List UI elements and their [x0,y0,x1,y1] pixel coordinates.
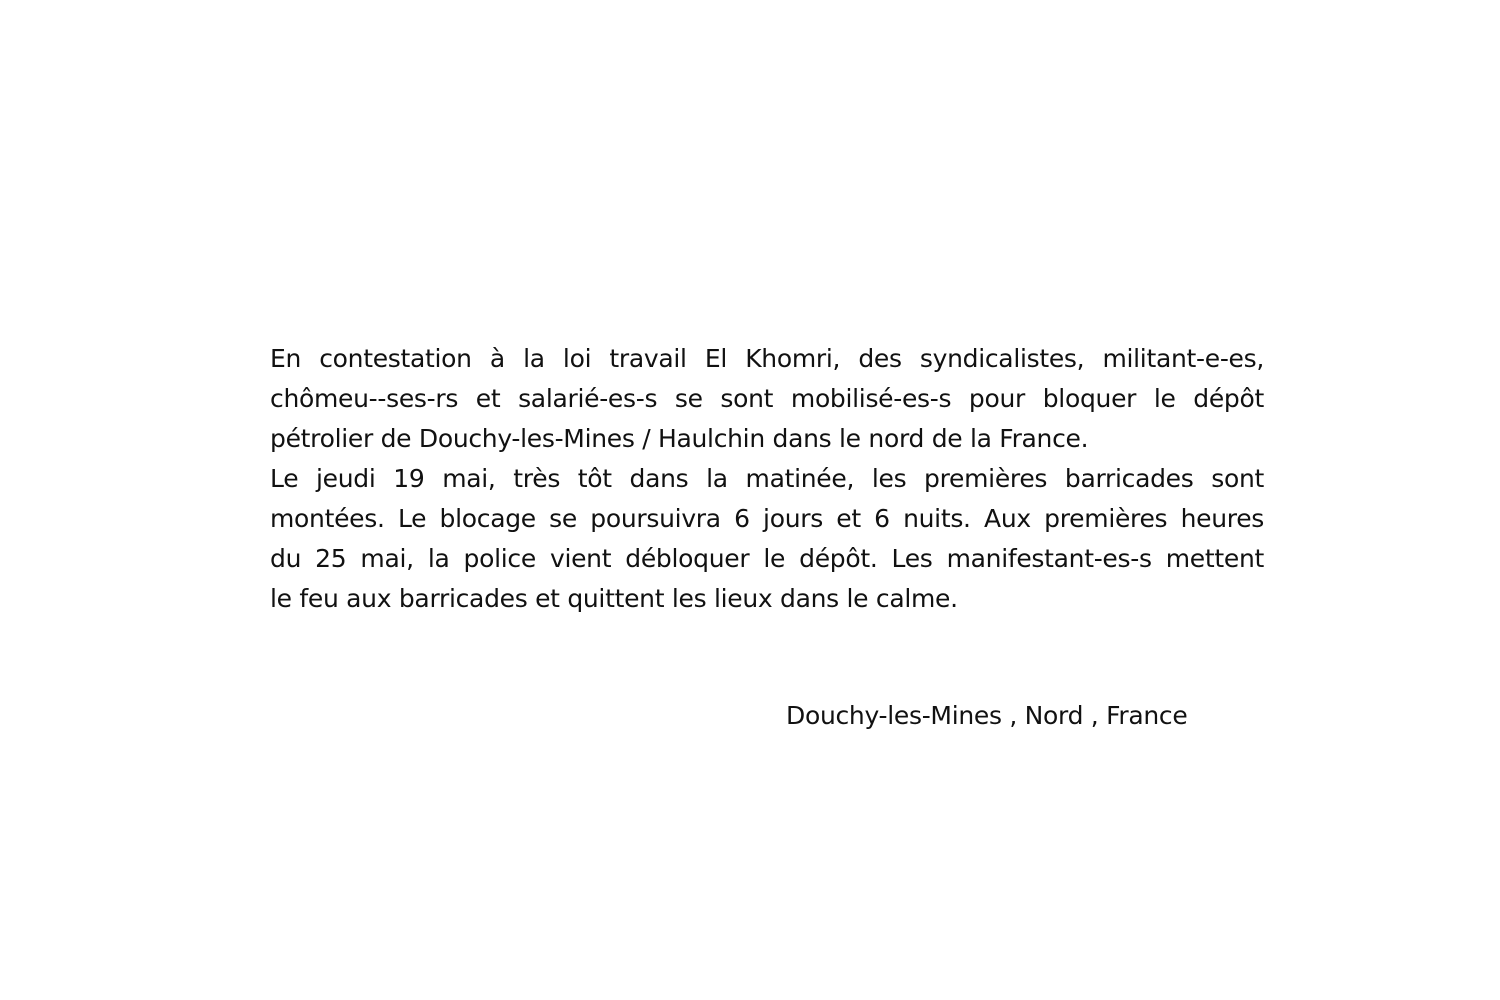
paragraph-line-3: pétrolier de Douchy-les-Mines / Haulchin dans le nord de la France. [270,424,1089,453]
body-paragraph [270,339,1264,619]
paragraph-line-4: Le jeudi 19 mai, très tôt dans la matinée, les premières barricades sont [270,464,1264,493]
paragraph-line-7: le feu aux barricades et quittent les lieux dans le calme. [270,584,958,613]
paragraph-line-1: En contestation à la loi travail El Khomri, des syndicalistes, militant-e-es, [270,344,1264,373]
location-caption: Douchy-les-Mines , Nord , France [786,701,1188,730]
paragraph-line-2: chômeu--ses-rs et salarié-es-s se sont mobilisé-es-s pour bloquer le dépôt [270,384,1264,413]
paragraph-line-5: montées. Le blocage se poursuivra 6 jours et 6 nuits. Aux premières heures [270,504,1264,533]
paragraph-line-6: du 25 mai, la police vient débloquer le dépôt. Les manifestant-es-s mettent [270,544,1264,573]
